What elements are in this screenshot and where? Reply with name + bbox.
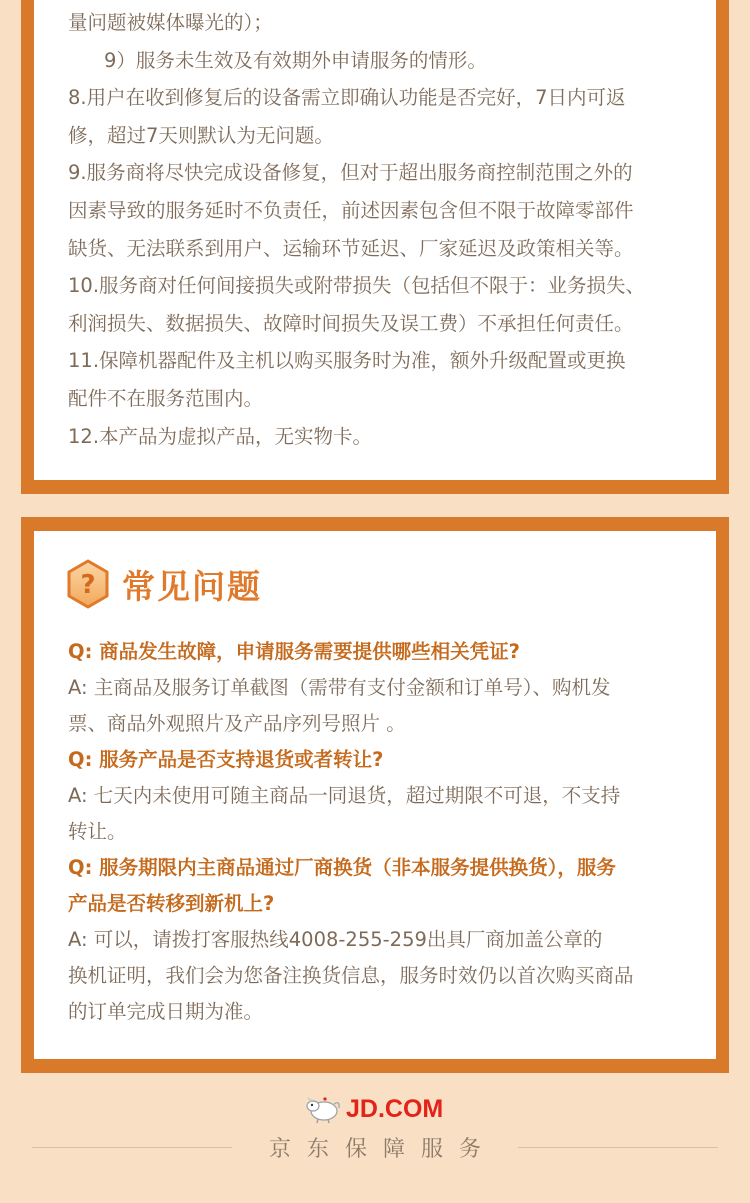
faq-answer: A: 主商品及服务订单截图（需带有支付金额和订单号）、购机发 [68, 676, 611, 699]
terms-text [68, 4, 690, 455]
question-mark-icon [66, 559, 110, 609]
jd-logo [304, 1093, 443, 1125]
terms-line: 11.保障机器配件及主机以购买服务时为准，额外升级配置或更换 [68, 349, 626, 373]
terms-card [21, 0, 729, 494]
faq-answer: 的订单完成日期为准。 [68, 1000, 264, 1023]
terms-line: 9）服务未生效及有效期外申请服务的情形。 [104, 48, 487, 72]
terms-line: 量问题被媒体曝光的）； [68, 11, 273, 34]
terms-line: 缺货、无法联系到用户、运输环节延迟、厂家延迟及政策相关等。 [68, 236, 634, 260]
faq-list [68, 634, 688, 1030]
faq-question: Q: 商品发生故障，申请服务需要提供哪些相关凭证? [68, 640, 520, 663]
faq-answer: A: 可以，请拨打客服热线4008-255-259出具厂商加盖公章的 [68, 928, 603, 951]
terms-line: 10.服务商对任何间接损失或附带损失（包括但不限于：业务损失、 [68, 274, 646, 298]
jd-dog-mascot-icon [304, 1094, 342, 1124]
faq-header [66, 559, 262, 609]
faq-answer: 转让。 [68, 820, 127, 843]
svg-text:?: ? [80, 570, 96, 600]
faq-answer: 票、商品外观照片及产品序列号照片 。 [68, 712, 406, 735]
faq-question: Q: 服务期限内主商品通过厂商换货（非本服务提供换货），服务 [68, 856, 616, 879]
terms-line: 12.本产品为虚拟产品，无实物卡。 [68, 424, 373, 448]
terms-line: 利润损失、数据损失、故障时间损失及误工费）不承担任何责任。 [68, 311, 634, 335]
terms-line: 修，超过7天则默认为无问题。 [68, 123, 334, 147]
faq-title: 常见问题 [122, 566, 262, 606]
faq-question: Q: 服务产品是否支持退货或者转让? [68, 748, 384, 771]
terms-line: 因素导致的服务延时不负责任，前述因素包含但不限于故障零部件 [68, 198, 634, 222]
terms-line: 配件不在服务范围内。 [68, 386, 264, 410]
faq-card-inner [34, 531, 716, 1059]
faq-question: 产品是否转移到新机上? [68, 892, 275, 915]
terms-line: 8.用户在收到修复后的设备需立即确认功能是否完好，7日内可返 [68, 86, 626, 110]
jd-logo-text: JD.COM [346, 1094, 444, 1123]
faq-answer: A: 七天内未使用可随主商品一同退货，超过期限不可退，不支持 [68, 784, 621, 807]
faq-answer: 换机证明，我们会为您备注换货信息，服务时效仍以首次购买商品 [68, 964, 634, 987]
footer-subtitle: 京东保障服务 [268, 1137, 497, 1162]
terms-card-inner [34, 0, 716, 480]
terms-line: 9.服务商将尽快完成设备修复，但对于超出服务商控制范围之外的 [68, 161, 633, 185]
faq-card [21, 517, 729, 1073]
